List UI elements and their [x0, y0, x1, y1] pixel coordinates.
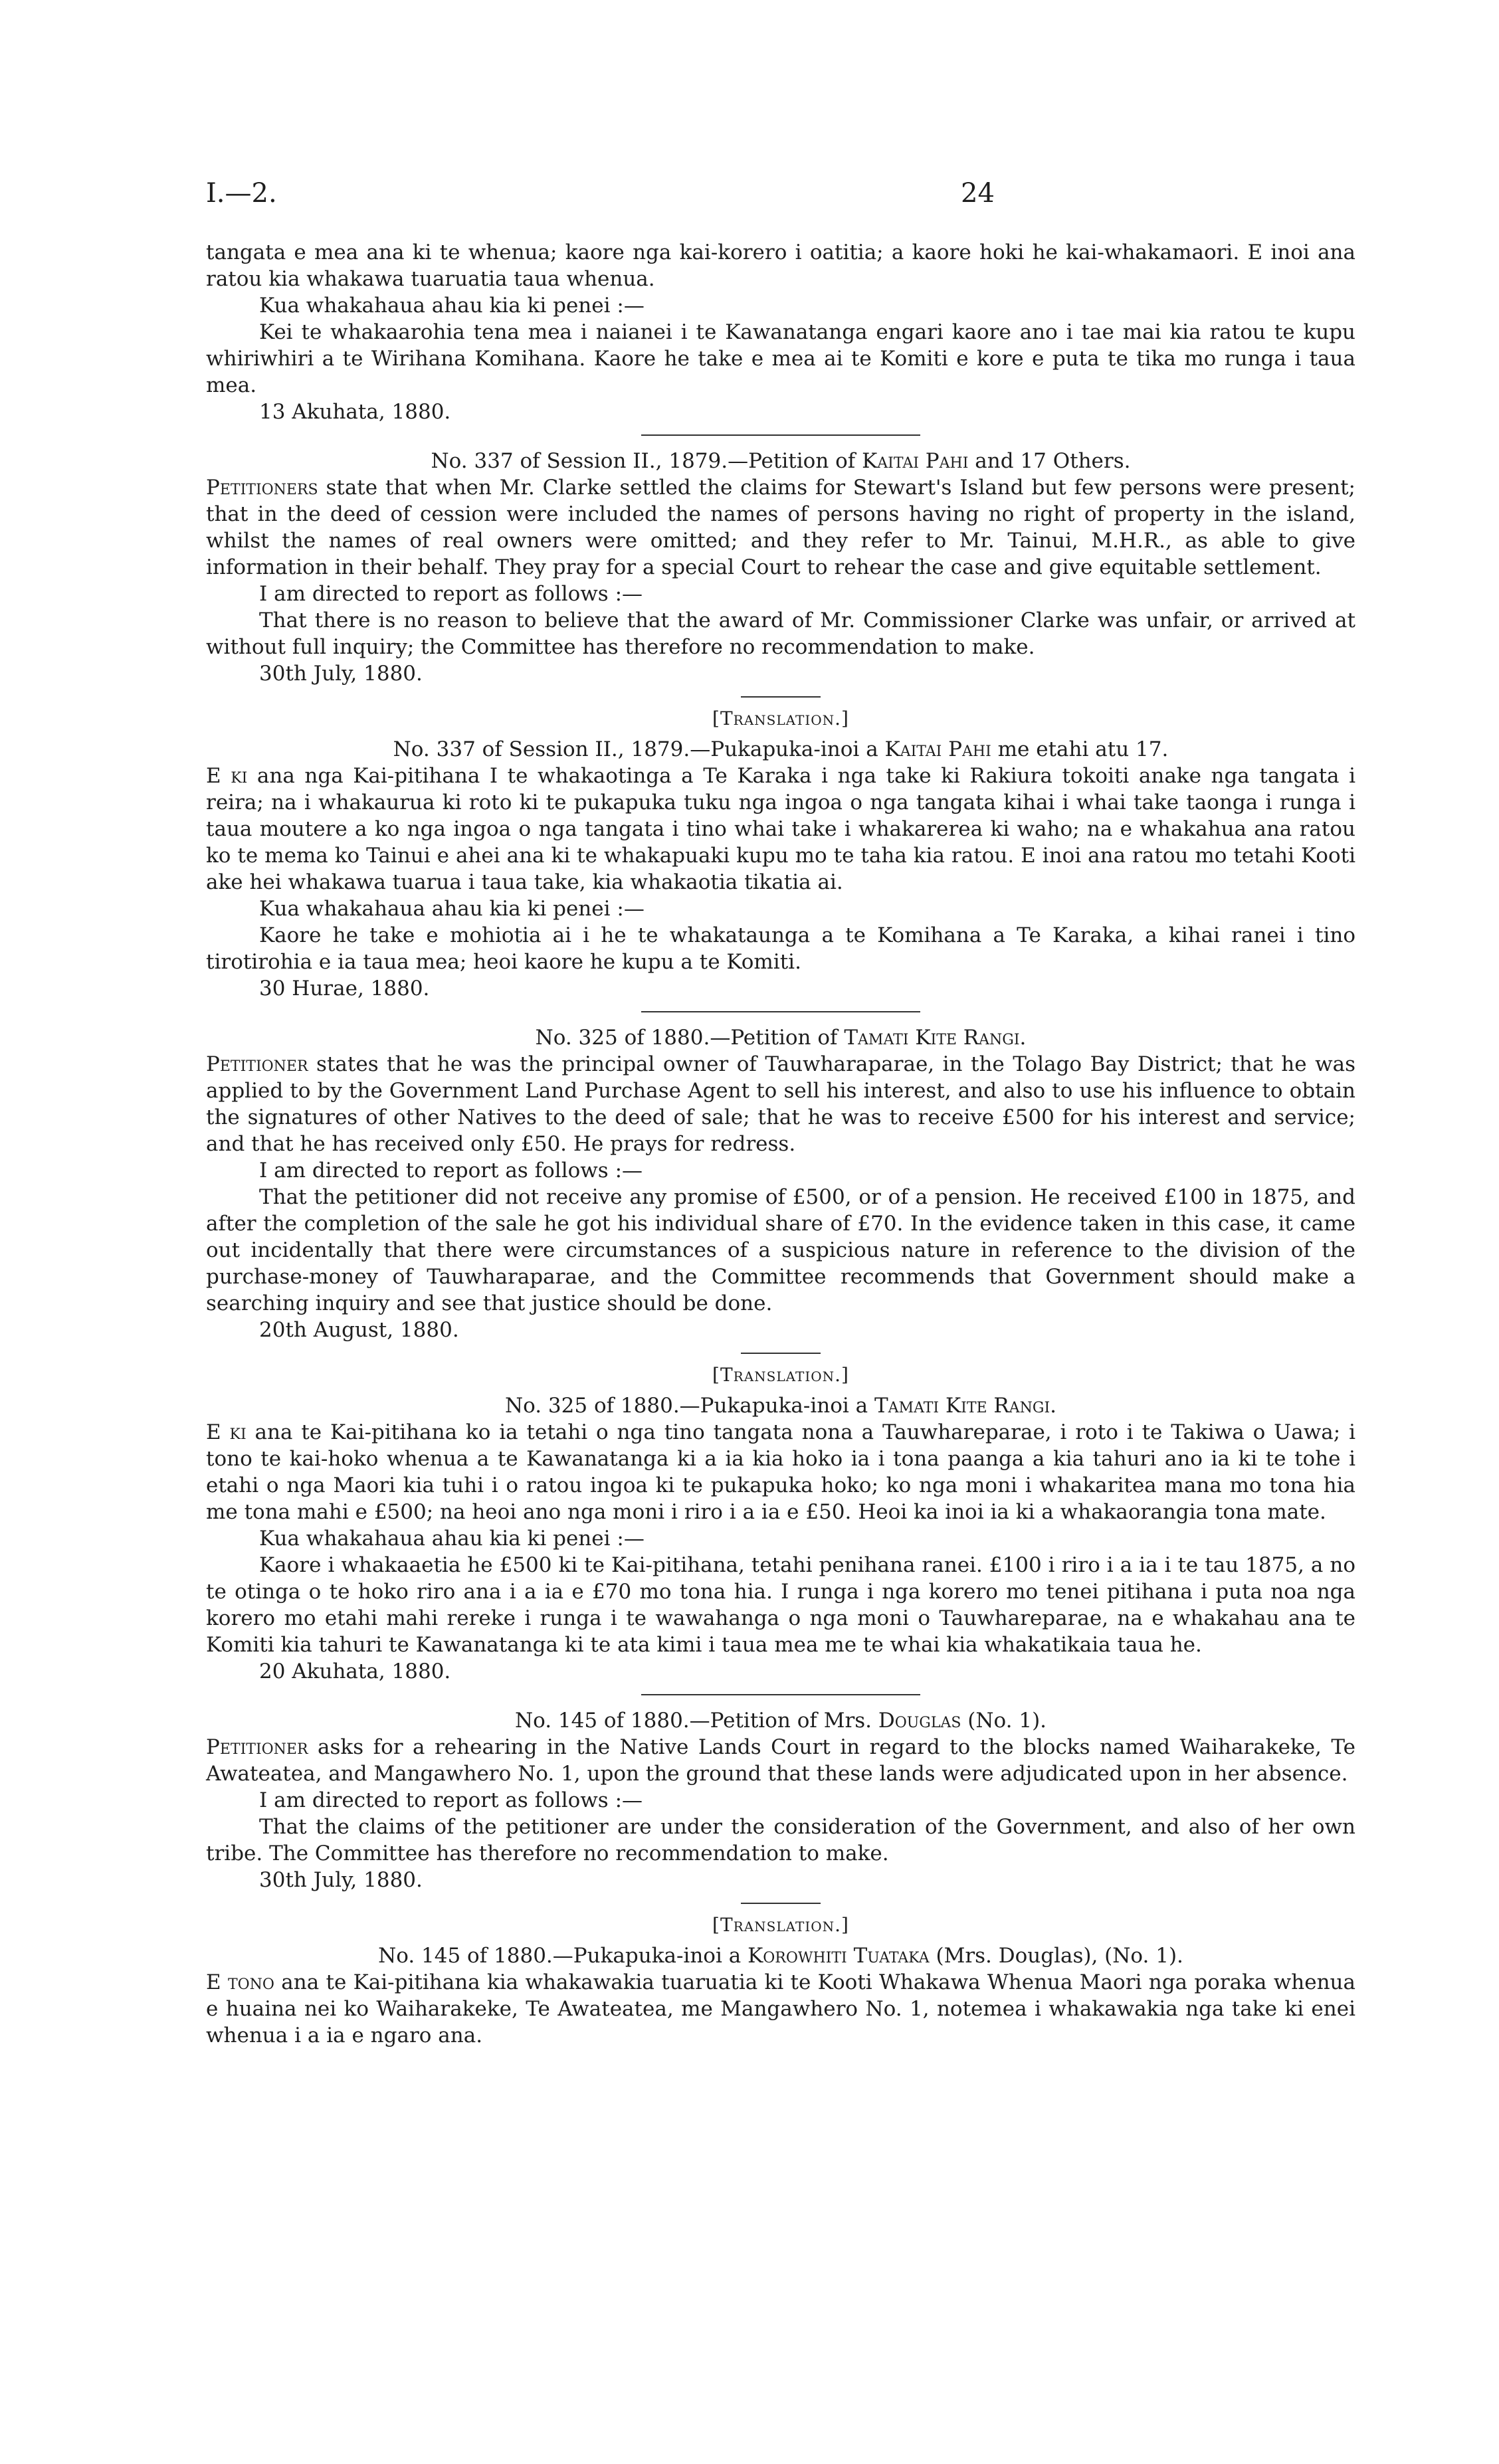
petition-325-body: Petitioner states that he was the principal owner of Tauwharaparae, in the Tolago Bay District; that he was applied to by the Government Land Purchase Agent to sell his interest, and also to use his influence to obtain the signatures of other Natives to the deed of sale; that he was to receive £500 for his interest and service; and that he has received only £50. He prays for redress. [206, 1052, 1355, 1156]
petition-145-date: 30th July, 1880. [259, 1868, 423, 1892]
translation-337-heading: No. 337 of Session II., 1879.—Pukapuka-inoi a Kaitai Pahi me etahi atu 17. [393, 737, 1169, 761]
translation-337-directed: Kua whakahaua ahau kia ki penei :— [259, 897, 645, 921]
translation-337-body: E ki ana nga Kai-pitihana I te whakaotinga a Te Karaka i nga take ki Rakiura tokoiti anake nga tangata i reira; na i whakaurua ki roto ki te pukapuka tuku nga ingoa o nga tangata kihai i whai take taonga i runga i taua moutere a ko nga ingoa o nga tangata i tino whai take i whakarerea ki waho; na e whakahua ana ratou ko te mema ko Tainui e ahei ana ki te whakapuaki kupu mo te taha kia ratou. E inoi ana ratou mo tetahi Kooti ake hei whakawa tuarua i taua take, kia whakaotia tikatia ai. [206, 764, 1356, 894]
petition-337-date: 30th July, 1880. [259, 662, 423, 686]
petition-337-body: Petitioners state that when Mr. Clarke settled the claims for Stewart's Island but few persons were present; that in the deed of cession were included the names of persons having no right of property in the island, whilst the names of real owners were omitted; and they refer to Mr. Tainui, M.H.R., as able to give information in their behalf. They pray for a special Court to rehear the case and give equitable settlement. [206, 476, 1355, 579]
petition-337-heading: No. 337 of Session II., 1879.—Petition of Kaitai Pahi and 17 Others. [431, 449, 1131, 473]
intro-directed: Kua whakahaua ahau kia ki penei :— [259, 294, 645, 318]
translation-label: [Translation.] [712, 1914, 849, 1936]
page-header [206, 178, 1355, 215]
page-reference: I.—2. [206, 178, 277, 209]
page-number: 24 [961, 178, 995, 209]
translation-325-heading: No. 325 of 1880.—Pukapuka-inoi a Tamati Kite Rangi. [504, 1394, 1057, 1418]
petition-337-report: That there is no reason to believe that the award of Mr. Commissioner Clarke was unfair, or arrived at without full inquiry; the Committee has therefore no recommendation to make. [206, 609, 1355, 659]
translation-325-report: Kaore i whakaaetia he £500 ki te Kai-pitihana, tetahi penihana ranei. £100 i riro i a ia i te tau 1875, a no te otinga o te hoko riro ana i a ia e £70 mo tona hia. I runga i nga korero mo tenei pitihana i puta noa nga korero mo etahi mahi rereke i runga i te wawahanga o nga moni o Tauwhareparae, na e whakahau ana te Komiti kia tahuri te Kawanatanga ki te ata kimi i taua mea me te whai kia whakatikaia taua he. [206, 1553, 1355, 1657]
page-body [206, 239, 1355, 2049]
translation-337-report: Kaore he take e mohiotia ai i he te whakataunga a te Komihana a Te Karaka, a kihai ranei i tino tirotirohia e ia taua mea; heoi kaore he kupu a te Komiti. [206, 923, 1355, 974]
translation-337-date: 30 Hurae, 1880. [259, 977, 430, 1000]
translation-145-body: E tono ana te Kai-pitihana kia whakawakia tuaruatia ki te Kooti Whakawa Whenua Maori nga poraka whenua e huaina nei ko Waiharakeke, Te Awateatea, me Mangawhero No. 1, notemea i whakawakia nga take ki enei whenua i a ia e ngaro ana. [206, 1970, 1355, 2047]
translation-label: [Translation.] [712, 708, 849, 729]
section-divider [641, 1694, 920, 1695]
translation-325-date: 20 Akuhata, 1880. [259, 1659, 451, 1683]
petition-325-heading: No. 325 of 1880.—Petition of Tamati Kite Rangi. [535, 1026, 1027, 1050]
intro-report: Kei te whakaarohia tena mea i naianei i te Kawanatanga engari kaore ano i tae mai kia ratou te kupu whiriwhiri a te Wirihana Komihana. Kaore he take e mea ai te Komiti e kore e puta te tika mo runga i taua mea. [206, 320, 1355, 397]
translation-325-directed: Kua whakahaua ahau kia ki penei :— [259, 1527, 645, 1551]
intro-paragraph: tangata e mea ana ki te whenua; kaore nga kai-korero i oatitia; a kaore hoki he kai-whakamaori. E inoi ana ratou kia whakawa tuaruatia taua whenua. [206, 240, 1355, 291]
translation-325-body: E ki ana te Kai-pitihana ko ia tetahi o nga tino tangata nona a Tauwhareparae, i roto i te Takiwa o Uawa; i tono te kai-hoko whenua a te Kawanatanga ki a ia kia hoko ia i tona paanga a kia tahuri ano ia ki te tohe i etahi o nga Maori kia tuhi i o ratou ingoa ki te pukapuka hoko; ko nga moni i whakaritea mana mo tona hia me tona mahi e £500; na heoi ano nga moni i riro i a ia e £50. Heoi ka inoi ia ki a whakaorangia tona mate. [206, 1420, 1356, 1524]
translation-label: [Translation.] [712, 1364, 849, 1386]
petition-145-body: Petitioner asks for a rehearing in the Native Lands Court in regard to the blocks named Waiharakeke, Te Awateatea, and Mangawhero No. 1, upon the ground that these lands were adjudicated upon in her absence. [206, 1735, 1355, 1786]
translation-divider [741, 696, 821, 698]
petition-337-directed: I am directed to report as follows :— [259, 582, 643, 606]
petition-325-directed: I am directed to report as follows :— [259, 1159, 643, 1183]
petition-145-report: That the claims of the petitioner are under the consideration of the Government, and also of her own tribe. The Committee has therefore no recommendation to make. [206, 1815, 1355, 1865]
petition-325-report: That the petitioner did not receive any promise of £500, or of a pension. He received £100 in 1875, and after the completion of the sale he got his individual share of £70. In the evidence taken in this case, it came out incidentally that there were circumstances of a suspicious nature in reference to the division of the purchase-money of Tauwharaparae, and the Committee recommends that Government should make a searching inquiry and see that justice should be done. [206, 1185, 1355, 1315]
translation-divider [741, 1353, 821, 1354]
petition-145-heading: No. 145 of 1880.—Petition of Mrs. Douglas (No. 1). [514, 1709, 1047, 1733]
translation-divider [741, 1903, 821, 1904]
petition-145-directed: I am directed to report as follows :— [259, 1788, 643, 1812]
intro-date: 13 Akuhata, 1880. [259, 400, 451, 424]
petition-325-date: 20th August, 1880. [259, 1318, 459, 1342]
section-divider [641, 434, 920, 436]
translation-145-heading: No. 145 of 1880.—Pukapuka-inoi a Korowhiti Tuataka (Mrs. Douglas), (No. 1). [378, 1944, 1183, 1968]
section-divider [641, 1011, 920, 1012]
